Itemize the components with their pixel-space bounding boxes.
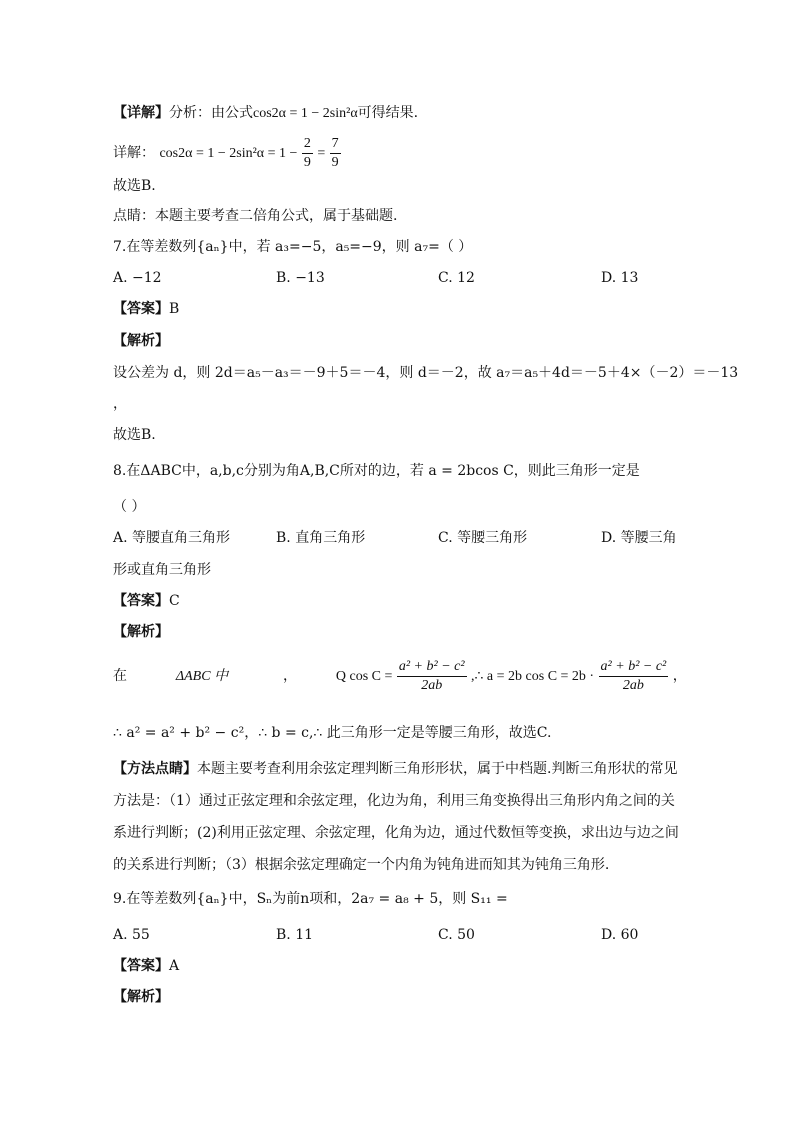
q7-analysis-label: 【解析】	[113, 333, 169, 349]
q8-option-c: C. 等腰三角形	[438, 530, 528, 546]
q8-method-1	[113, 759, 677, 779]
q7-option-c: C. 12	[438, 270, 475, 286]
sol-triangle: ΔABC 中	[175, 669, 229, 684]
answer-value: C	[169, 593, 180, 609]
q6-detail-line	[113, 103, 418, 124]
fraction-2-9: $\frac{2}{9}$	[303, 135, 311, 170]
q8-option-a: A. 等腰直角三角形	[113, 530, 231, 546]
q8-method-3: 系进行判断；(2)利用正弦定理、余弦定理，化角为边，通过代数恒等变换，求出边与边之间	[113, 825, 679, 841]
q9-stem: 9.在等差数列{aₙ}中，Sₙ为前n项和，2a₇ = a₈ + 5，则 S₁₁ =	[113, 891, 508, 907]
sol-end: ，	[672, 668, 687, 684]
method-label: 【方法点睛】	[113, 761, 197, 777]
sol-middle: ,∴ a = 2b cos C = 2b ·	[471, 669, 595, 684]
detail-label: 【详解】	[113, 105, 169, 121]
q9-analysis-label: 【解析】	[113, 989, 169, 1005]
q8-answer	[113, 591, 180, 611]
q8-analysis-label: 【解析】	[113, 624, 169, 640]
method-text: 本题主要考查利用余弦定理判断三角形形状，属于中档题.判断三角形状的常见	[197, 761, 678, 777]
q8-solution-line1	[113, 656, 687, 697]
q7-answer	[113, 299, 179, 319]
q8-option-b: B. 直角三角形	[276, 530, 366, 546]
formula-double-angle: cos2α = 1 − 2sin²α	[253, 106, 358, 121]
q8-method-4: 的关系进行判断；（3）根据余弦定理确定一个内角为钝角进而知其为钝角三角形.	[113, 857, 610, 873]
q9-option-a: A. 55	[113, 927, 150, 943]
calc-label: 详解：	[113, 145, 155, 161]
q7-solution-tail: ，	[113, 396, 127, 412]
q6-choose: 故选B.	[113, 178, 156, 194]
answer-value: A	[169, 958, 180, 974]
q8-stem: 8.在ΔABC中，a,b,c分别为角A,B,C所对的边，若 a = 2bcos C，则此三角形一定是	[113, 463, 640, 479]
q8-paren: （ ）	[113, 499, 146, 515]
q8-option-d-wrap: 形或直角三角形	[113, 562, 211, 578]
q7-option-a: A. −12	[113, 270, 162, 286]
q9-option-c: C. 50	[438, 927, 475, 943]
q7-solution: 设公差为 d，则 2d＝a₅－a₃＝－9＋5＝－4，则 d＝－2，故 a₇＝a₅＋4d＝－5＋4×（－2）＝－13	[113, 365, 739, 381]
answer-label: 【答案】	[113, 301, 169, 317]
q7-option-d: D. 13	[601, 270, 639, 286]
q8-option-d: D. 等腰三角	[601, 530, 677, 546]
q6-comment: 点睛：本题主要考查二倍角公式，属于基础题.	[113, 208, 398, 224]
q9-option-b: B. 11	[276, 927, 314, 943]
sol-cosine-law: Q cos C =	[335, 669, 393, 684]
detail-text-a: 分析：由公式	[169, 105, 253, 121]
answer-label: 【答案】	[113, 958, 169, 974]
cosine-fraction-2: $\frac{\text{a² + b² − c²}}{2ab}$	[600, 658, 667, 693]
sol-in: 在	[113, 668, 127, 684]
q7-stem: 7.在等差数列{aₙ}中，若 a₃=−5，a₅=−9，则 a₇=（ ）	[113, 239, 473, 255]
q9-answer	[113, 956, 179, 976]
detail-text-b: 可得结果.	[357, 105, 419, 121]
answer-value: B	[169, 301, 180, 317]
q9-option-d: D. 60	[601, 927, 639, 943]
equals-sign: =	[317, 146, 326, 161]
q6-calc-line	[113, 134, 341, 173]
sol-comma: ，	[282, 668, 297, 684]
q8-solution-line2: ∴ a² = a² + b² − c²，∴ b = c,∴ 此三角形一定是等腰三角形，故选C.	[113, 725, 552, 741]
fraction-7-9: $\frac{7}{9}$	[331, 135, 339, 170]
q7-choose: 故选B.	[113, 427, 156, 443]
q7-option-b: B. −13	[276, 270, 325, 286]
q8-method-2: 方法是：（1）通过正弦定理和余弦定理，化边为角，利用三角变换得出三角形内角之间的关	[113, 793, 675, 809]
cosine-fraction-1: $\frac{\text{a² + b² − c²}}{2ab}$	[398, 658, 465, 693]
answer-label: 【答案】	[113, 593, 169, 609]
calc-expression: cos2α = 1 − 2sin²α = 1 −	[159, 146, 298, 161]
